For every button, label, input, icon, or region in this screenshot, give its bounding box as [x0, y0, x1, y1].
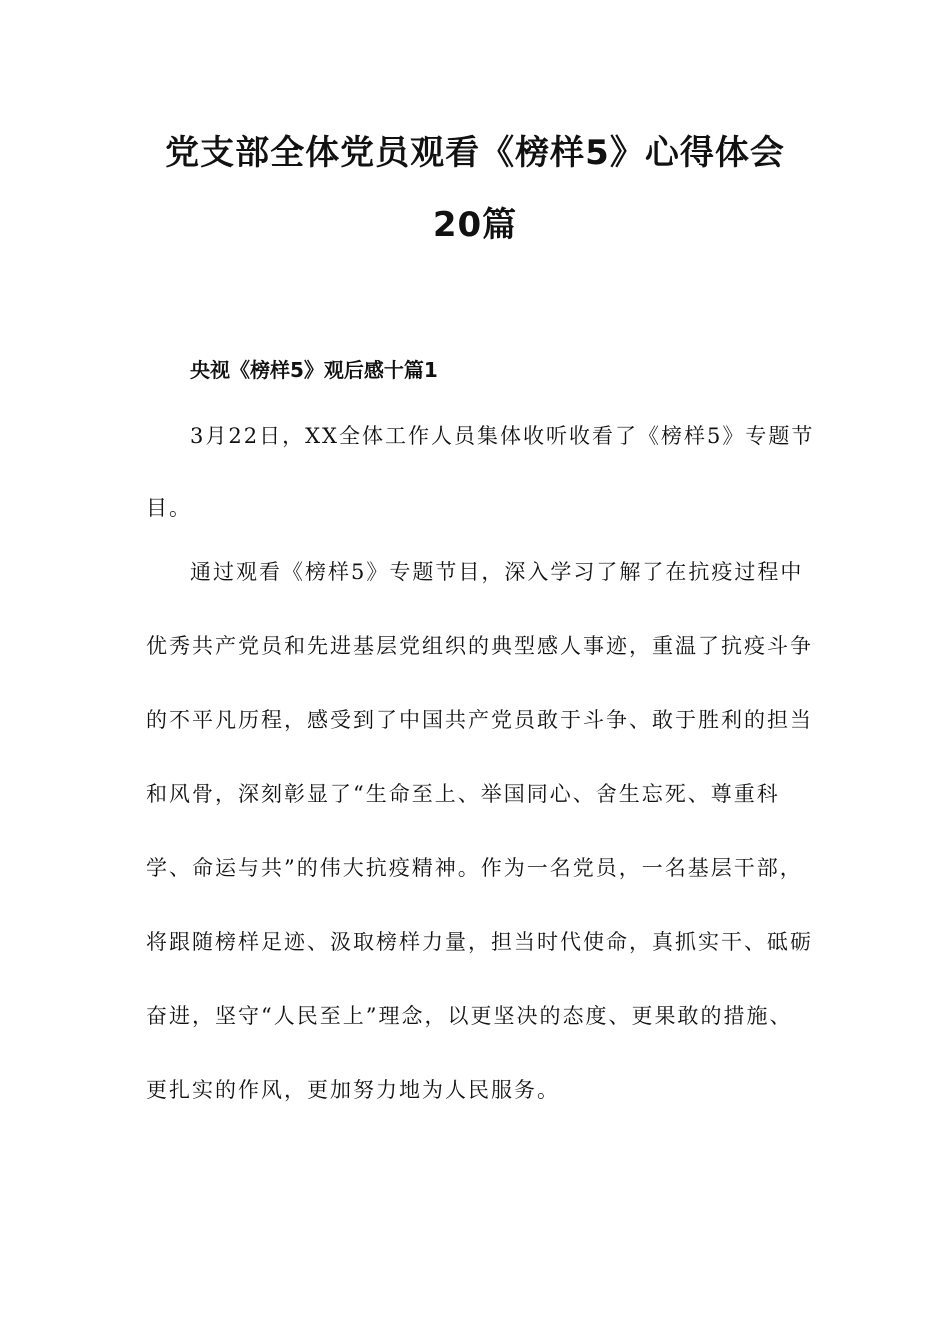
paragraph-2-line-5: 学、命运与共”的伟大抗疫精神。作为一名党员，一名基层干部，: [146, 856, 803, 880]
document-title-line-2: 20篇: [432, 205, 518, 245]
paragraph-2-line-2: 优秀共产党员和先进基层党组织的典型感人事迹，重温了抗疫斗争: [146, 634, 813, 658]
paragraph-2-line-1: 通过观看《榜样5》专题节目，深入学习了解了在抗疫过程中: [190, 560, 804, 584]
paragraph-2-line-7: 奋进，坚守“人民至上”理念，以更坚决的态度、更果敢的措施、: [146, 1004, 793, 1028]
paragraph-2-line-3: 的不平凡历程，感受到了中国共产党员敢于斗争、敢于胜利的担当: [146, 708, 813, 732]
paragraph-1-line-1: 3月22日，XX全体工作人员集体收听收看了《榜样5》专题节: [190, 424, 815, 448]
paragraph-2-line-8: 更扎实的作风，更加努力地为人民服务。: [146, 1078, 560, 1102]
paragraph-1-line-2: 目。: [146, 496, 192, 520]
paragraph-2-line-4: 和风骨，深刻彰显了“生命至上、举国同心、舍生忘死、尊重科: [146, 782, 780, 806]
document-title-line-1: 党支部全体党员观看《榜样5》心得体会: [165, 133, 785, 173]
section-heading: 央视《榜样5》观后感十篇1: [190, 358, 438, 382]
paragraph-2-line-6: 将跟随榜样足迹、汲取榜样力量，担当时代使命，真抓实干、砥砺: [146, 930, 813, 954]
